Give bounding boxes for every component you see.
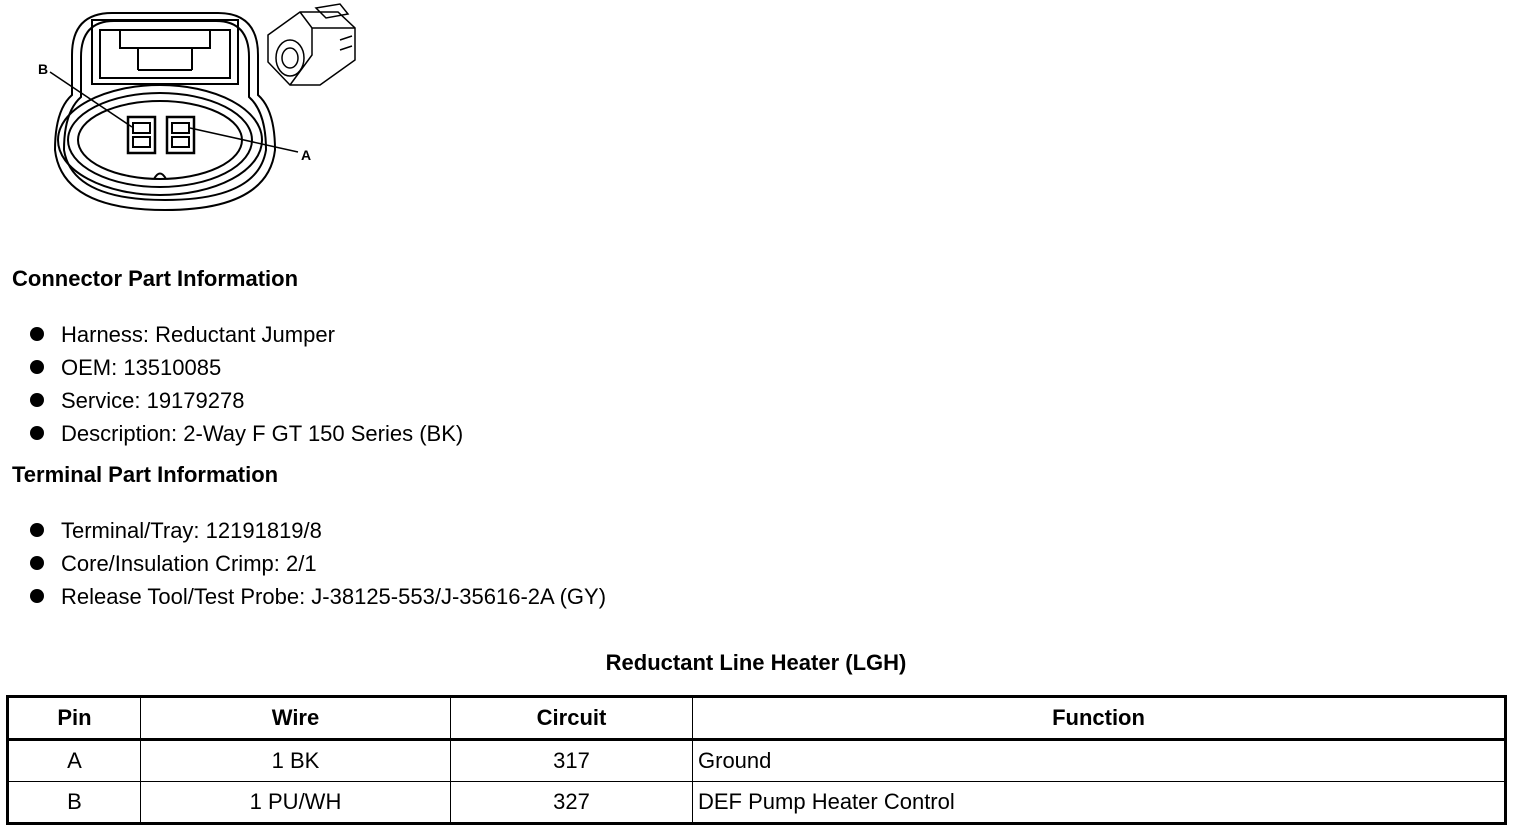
list-item: Release Tool/Test Probe: J-38125-553/J-35616-2A (GY) xyxy=(0,580,606,613)
bullet-icon xyxy=(30,556,44,570)
list-item: Core/Insulation Crimp: 2/1 xyxy=(0,547,606,580)
bullet-icon xyxy=(30,360,44,374)
cell-function: DEF Pump Heater Control xyxy=(693,782,1506,824)
cell-circuit: 327 xyxy=(451,782,693,824)
list-item: OEM: 13510085 xyxy=(0,351,463,384)
connector-info-heading: Connector Part Information xyxy=(12,266,299,291)
cell-pin: A xyxy=(8,740,141,782)
latch-tab xyxy=(120,30,210,48)
face-ellipse-inner xyxy=(78,101,242,179)
list-item: Harness: Reductant Jumper xyxy=(0,318,463,351)
leader-a xyxy=(190,128,298,152)
connector-diagram xyxy=(0,0,400,225)
table-title: Reductant Line Heater (LGH) xyxy=(605,650,907,675)
table-row xyxy=(8,740,1506,782)
column-header-wire: Wire xyxy=(141,697,451,740)
list-item: Description: 2-Way F GT 150 Series (BK) xyxy=(0,417,463,450)
terminal-info-list xyxy=(0,514,606,613)
bullet-icon xyxy=(30,426,44,440)
pin-label-b: B xyxy=(38,61,49,77)
cell-wire: 1 PU/WH xyxy=(141,782,451,824)
bullet-icon xyxy=(30,589,44,603)
pin-table xyxy=(6,695,1507,825)
cell-pin: B xyxy=(8,782,141,824)
terminal-info-heading: Terminal Part Information xyxy=(12,462,279,487)
table-row xyxy=(8,782,1506,824)
table-header-row xyxy=(8,697,1506,740)
column-header-circuit: Circuit xyxy=(451,697,693,740)
column-header-function: Function xyxy=(693,697,1506,740)
bullet-icon xyxy=(30,327,44,341)
connector-thumbnail xyxy=(268,4,355,85)
connector-info-list xyxy=(0,318,463,450)
cell-circuit: 317 xyxy=(451,740,693,782)
pin-label-a: A xyxy=(301,147,312,163)
list-item: Terminal/Tray: 12191819/8 xyxy=(0,514,606,547)
bullet-icon xyxy=(30,393,44,407)
cell-function: Ground xyxy=(693,740,1506,782)
bullet-icon xyxy=(30,523,44,537)
cell-wire: 1 BK xyxy=(141,740,451,782)
column-header-pin: Pin xyxy=(8,697,141,740)
list-item: Service: 19179278 xyxy=(0,384,463,417)
